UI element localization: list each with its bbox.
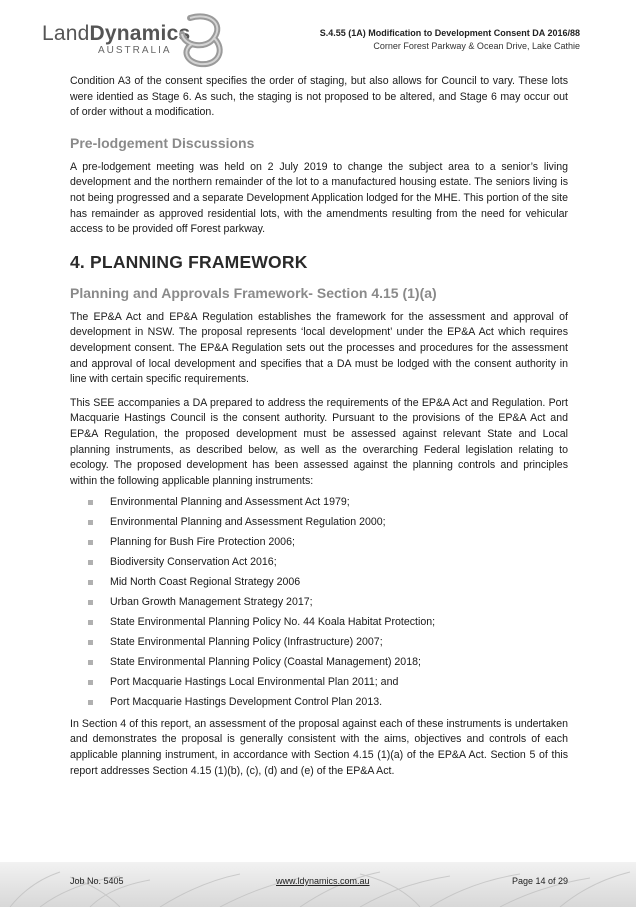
bullet-icon [88,560,93,565]
page-footer [0,862,636,907]
instruments-list [70,495,568,710]
bullet-icon [88,600,93,605]
list-item: State Environmental Planning Policy (Coastal Management) 2018; [70,655,568,671]
closing-paragraph: In Section 4 of this report, an assessment of the proposal against each of these instruments is undertaken and demonstrates the proposal is generally consistent with the aims, objectives and controls of each applicable planning instrument, in accordance with Section 4.15 (1)(a) of the EP&A Act. Section 5 of this report addresses Section 4.15 (1)(b), (c), (d) and (e) of the EP&A Act. [70,717,568,777]
bullet-icon [88,580,93,585]
list-item: State Environmental Planning Policy No. 44 Koala Habitat Protection; [70,615,568,631]
list-item: Planning for Bush Fire Protection 2006; [70,535,568,551]
page-header [0,0,636,70]
website-link[interactable]: www.ldynamics.com.au [276,876,370,886]
logo-wordmark: LandDynamics [42,22,191,45]
page-content [70,74,568,779]
bullet-icon [88,640,93,645]
page-number: Page 14 of 29 [511,876,568,886]
section-heading: 4. PLANNING FRAMEWORK [70,251,308,272]
framework-paragraph-1: The EP&A Act and EP&A Regulation establishes the framework for the assessment and approval of development in NSW. The proposal represents ‘local development’ under the EP&A Act which requires development consent. The EP&A Regulation sets out the processes and procedures for the assessment and approval of local development and specifies that a DA must be lodged with the consent authority in line with certain specific requirements. [70,310,568,386]
framework-paragraph-2: This SEE accompanies a DA prepared to address the requirements of the EP&A Act and Regulation. Port Macquarie Hastings Council is the consent authority. Pursuant to the provisions of the EP&A Act and EP&A Regulation, the proposed development must be assessed against relevant State and Local planning instruments, as described below, as well as the overarching Federal legislation relating to ecology. The proposed development has been assessed against the planning controls and principles within the following applicable planning instruments: [70,396,568,487]
bullet-icon [88,520,93,525]
bullet-icon [88,620,93,625]
document-location: Corner Forest Parkway & Ocean Drive, Lake Cathie [373,41,580,51]
document-header-info [320,28,580,51]
bullet-icon [88,500,93,505]
list-item: Mid North Coast Regional Strategy 2006 [70,575,568,591]
list-item: State Environmental Planning Policy (Infrastructure) 2007; [70,635,568,651]
list-item: Urban Growth Management Strategy 2017; [70,595,568,611]
logo-emblem-icon [170,10,234,70]
logo-subtitle: AUSTRALIA [98,45,172,56]
prelodgement-heading: Pre-lodgement Discussions [70,134,255,151]
list-item: Environmental Planning and Assessment Act 1979; [70,495,568,511]
bullet-icon [88,700,93,705]
intro-paragraph: Condition A3 of the consent specifies the order of staging, but also allows for Council to vary. These lots were identied as Stage 6. As such, the staging is not proposed to be altered, and Stage 6 may occur out of order without a modification. [70,75,568,119]
list-item: Port Macquarie Hastings Development Control Plan 2013. [70,695,568,711]
bullet-icon [88,660,93,665]
list-item: Environmental Planning and Assessment Regulation 2000; [70,515,568,531]
list-item: Biodiversity Conservation Act 2016; [70,555,568,571]
job-number: Job No. 5405 [70,876,124,886]
bullet-icon [88,680,93,685]
company-logo [42,16,242,68]
bullet-icon [88,540,93,545]
document-title: S.4.55 (1A) Modification to Development Consent DA 2016/88 [319,28,580,38]
list-item: Port Macquarie Hastings Local Environmental Plan 2011; and [70,675,568,691]
framework-heading: Planning and Approvals Framework- Section 4.15 (1)(a) [70,284,437,301]
prelodgement-paragraph: A pre-lodgement meeting was held on 2 July 2019 to change the subject area to a senior’s living development and the northern remainder of the lot to a manufactured housing estate. The seniors living is not being progressed and a separate Development Application lodged for the MHE. This portion of the site has remainder as approved residential lots, with the amendments resulting from the need for vehicular access to be provided off Forest parkway. [70,160,568,236]
